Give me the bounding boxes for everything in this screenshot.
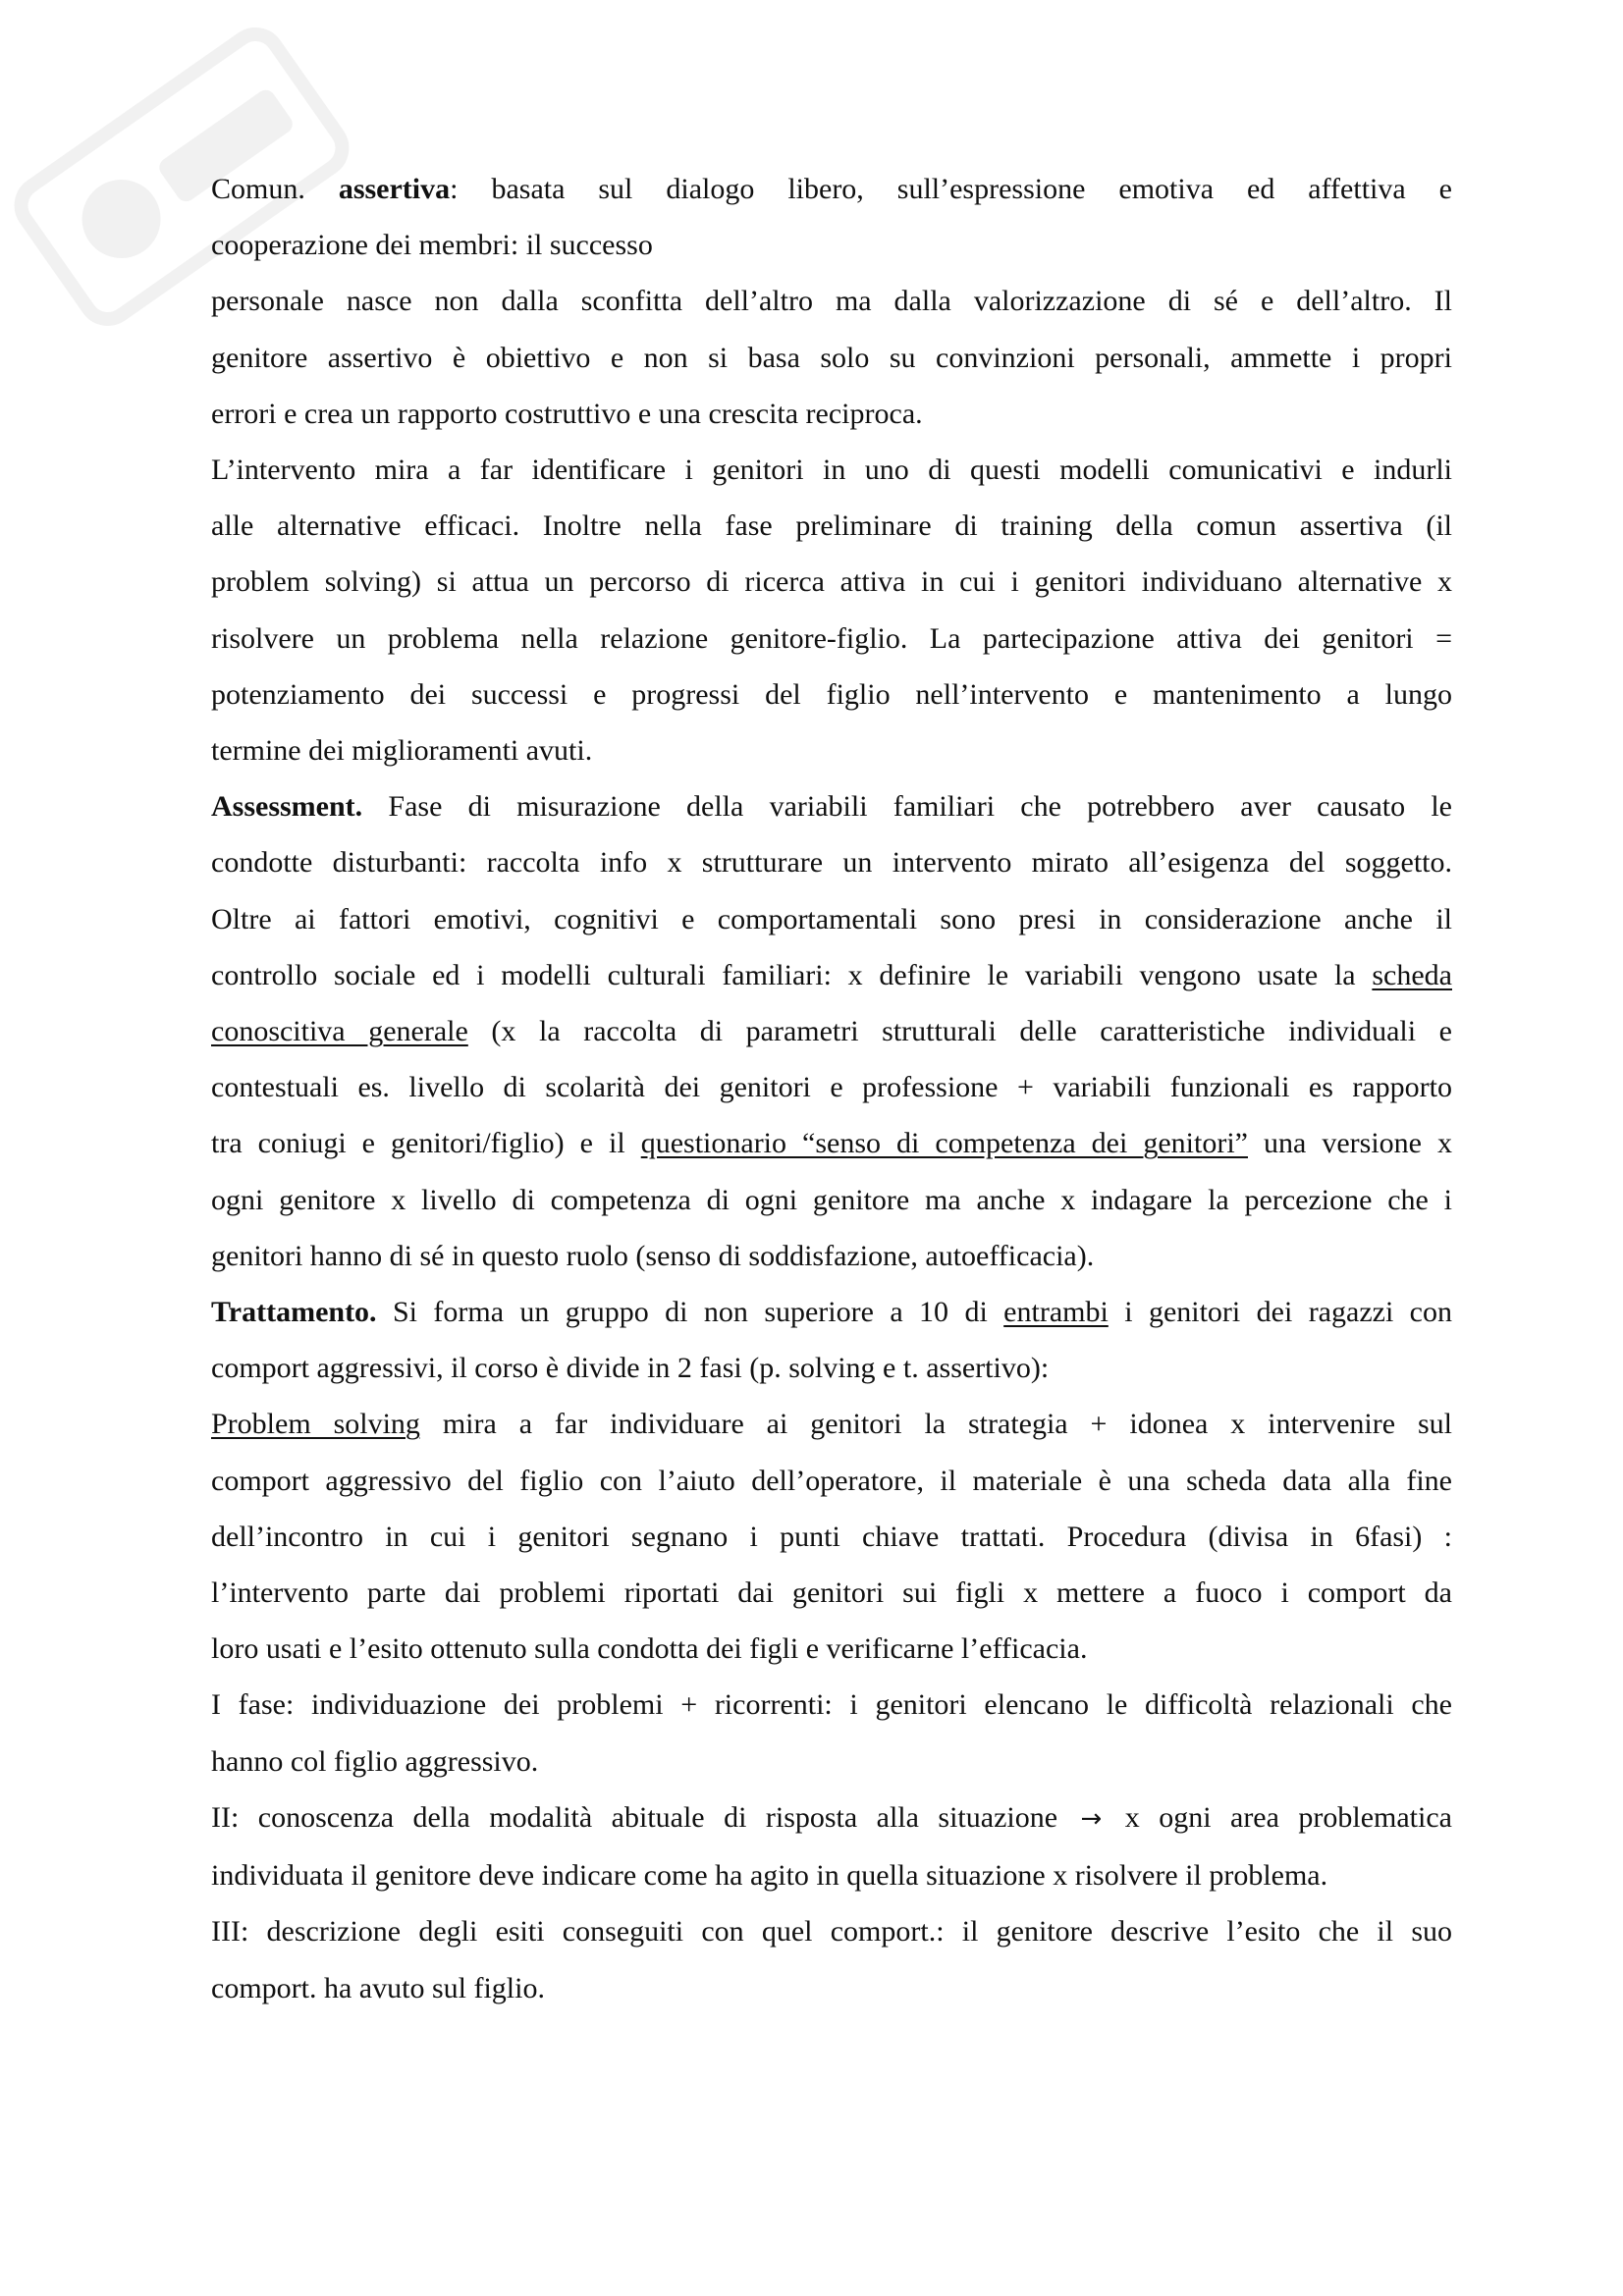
text-line (211, 891, 1452, 947)
text-line (211, 1228, 1452, 1284)
text-line (211, 1172, 1452, 1228)
paragraph-p4 (211, 778, 1452, 1284)
bold-heading: Trattamento. (211, 1296, 377, 1329)
underlined-term: questionario “senso di competenza dei genitori” (640, 1127, 1248, 1160)
paragraph-p8 (211, 1789, 1452, 1903)
text-line (211, 217, 1452, 273)
text-segment: condotte disturbanti: raccolta info x strutturare un intervento mirato all’esigenza del soggetto. (211, 846, 1452, 880)
underlined-term: entrambi (1003, 1296, 1109, 1329)
text-line (211, 1734, 1452, 1789)
text-line (211, 330, 1452, 386)
text-line (211, 554, 1452, 610)
paragraph-p6 (211, 1396, 1452, 1677)
paragraph-p3 (211, 442, 1452, 778)
bold-heading: Assessment. (211, 790, 363, 824)
text-segment: comport. ha avuto sul figlio. (211, 1971, 545, 2004)
text-line (211, 1789, 1452, 1847)
text-segment: contestuali es. livello di scolarità dei genitori e professione + variabili funzionali es rapporto (211, 1071, 1452, 1104)
text-segment: II: conoscenza della modalità abituale di risposta alla situazione (211, 1800, 1077, 1834)
text-segment: I fase: individuazione dei problemi + ricorrenti: i genitori elencano le difficoltà relazionali che (211, 1688, 1452, 1722)
text-segment: controllo sociale ed i modelli culturali familiari: x definire le variabili vengono usate la (211, 958, 1373, 991)
text-segment: : basata sul dialogo libero, sull’espressione emotiva ed affettiva e (450, 173, 1452, 205)
text-segment: loro usati e l’esito ottenuto sulla condotta dei figli e verificarne l’efficacia. (211, 1632, 1088, 1666)
text-line (211, 386, 1452, 442)
text-line (211, 1903, 1452, 1959)
text-segment: III: descrizione degli esiti conseguiti con quel comport.: il genitore descrive l’esito che il suo (211, 1915, 1452, 1949)
paragraph-p9 (211, 1903, 1452, 2015)
underlined-term: scheda (1372, 958, 1452, 991)
text-segment: potenziamento dei successi e progressi del figlio nell’intervento e mantenimento a lungo (211, 677, 1452, 711)
text-segment: una versione x (1247, 1127, 1453, 1160)
text-segment: problem solving) si attua un percorso di ricerca attiva in cui i genitori individuano alternative x (211, 565, 1452, 599)
text-segment: alle alternative efficaci. Inoltre nella fase preliminare di training della comun assertiva (il (211, 509, 1452, 543)
underlined-term: Problem solving (211, 1408, 420, 1441)
text-segment: i genitori dei ragazzi con (1108, 1296, 1452, 1329)
text-segment: personale nasce non dalla sconfitta dell’altro ma dalla valorizzazione di sé e dell’altro. Il (211, 285, 1452, 318)
text-line (211, 1960, 1452, 2016)
text-line (211, 498, 1452, 554)
text-line (211, 722, 1452, 778)
text-line (211, 1284, 1452, 1340)
text-line (211, 1453, 1452, 1509)
text-segment: L’intervento mira a far identificare i genitori in uno di questi modelli comunicativi e indurli (211, 454, 1452, 487)
paragraph-p1 (211, 161, 1452, 273)
text-segment: x ogni area problematica (1106, 1800, 1452, 1834)
text-segment: Si forma un gruppo di non superiore a 10 di (376, 1296, 1004, 1329)
text-line (211, 1621, 1452, 1677)
text-segment: Comun. (211, 173, 339, 205)
text-line (211, 161, 1452, 217)
text-segment: (x la raccolta di parametri strutturali delle caratteristiche individuali e (467, 1015, 1452, 1048)
text-segment: cooperazione dei membri: il successo (211, 229, 653, 262)
text-line (211, 1115, 1452, 1171)
text-segment: genitori hanno di sé in questo ruolo (senso di soddisfazione, autoefficacia). (211, 1239, 1095, 1272)
text-segment: genitore assertivo è obiettivo e non si basa solo su convinzioni personali, ammette i propri (211, 341, 1452, 374)
text-line (211, 1509, 1452, 1565)
text-line (211, 667, 1452, 722)
text-line (211, 273, 1452, 329)
text-segment: dell’incontro in cui i genitori segnano i punti chiave trattati. Procedura (divisa in 6fasi) : (211, 1520, 1452, 1553)
text-line (211, 947, 1452, 1003)
text-line (211, 1003, 1452, 1059)
arrow-right-icon: → (1080, 1803, 1103, 1834)
text-segment: Oltre ai fattori emotivi, cognitivi e comportamentali sono presi in considerazione anche il (211, 902, 1452, 935)
text-line (211, 1340, 1452, 1396)
text-segment: individuata il genitore deve indicare come ha agito in quella situazione x risolvere il problema. (211, 1859, 1328, 1893)
text-segment: comport aggressivi, il corso è divide in 2 fasi (p. solving e t. assertivo): (211, 1352, 1050, 1385)
bold-heading: assertiva (338, 173, 451, 205)
text-line (211, 1677, 1452, 1733)
paragraph-p5 (211, 1284, 1452, 1396)
text-segment: comport aggressivo del figlio con l’aiuto dell’operatore, il materiale è una scheda data alla fine (211, 1464, 1452, 1497)
text-segment: errori e crea un rapporto costruttivo e una crescita reciproca. (211, 397, 923, 430)
paragraph-p7 (211, 1677, 1452, 1789)
text-segment: tra coniugi e genitori/figlio) e il (211, 1127, 641, 1160)
text-line (211, 611, 1452, 667)
text-segment: risolvere un problema nella relazione genitore-figlio. La partecipazione attiva dei genitori = (211, 621, 1452, 655)
text-segment: mira a far individuare ai genitori la strategia + idonea x intervenire sul (419, 1408, 1452, 1441)
text-line (211, 1847, 1452, 1903)
text-segment: Fase di misurazione della variabili familiari che potrebbero aver causato le (362, 790, 1452, 824)
text-line (211, 834, 1452, 890)
underlined-term: conoscitiva generale (211, 1015, 468, 1048)
text-segment: l’intervento parte dai problemi riportati dai genitori sui figli x mettere a fuoco i comport da (211, 1576, 1452, 1610)
text-line (211, 1059, 1452, 1115)
paragraph-p2 (211, 273, 1452, 442)
text-segment: ogni genitore x livello di competenza di ogni genitore ma anche x indagare la percezione che i (211, 1183, 1452, 1216)
document-body (211, 161, 1452, 2016)
text-segment: hanno col figlio aggressivo. (211, 1744, 539, 1778)
text-line (211, 442, 1452, 498)
text-line (211, 1565, 1452, 1621)
text-line (211, 778, 1452, 834)
text-line (211, 1396, 1452, 1452)
text-segment: termine dei miglioramenti avuti. (211, 734, 593, 768)
